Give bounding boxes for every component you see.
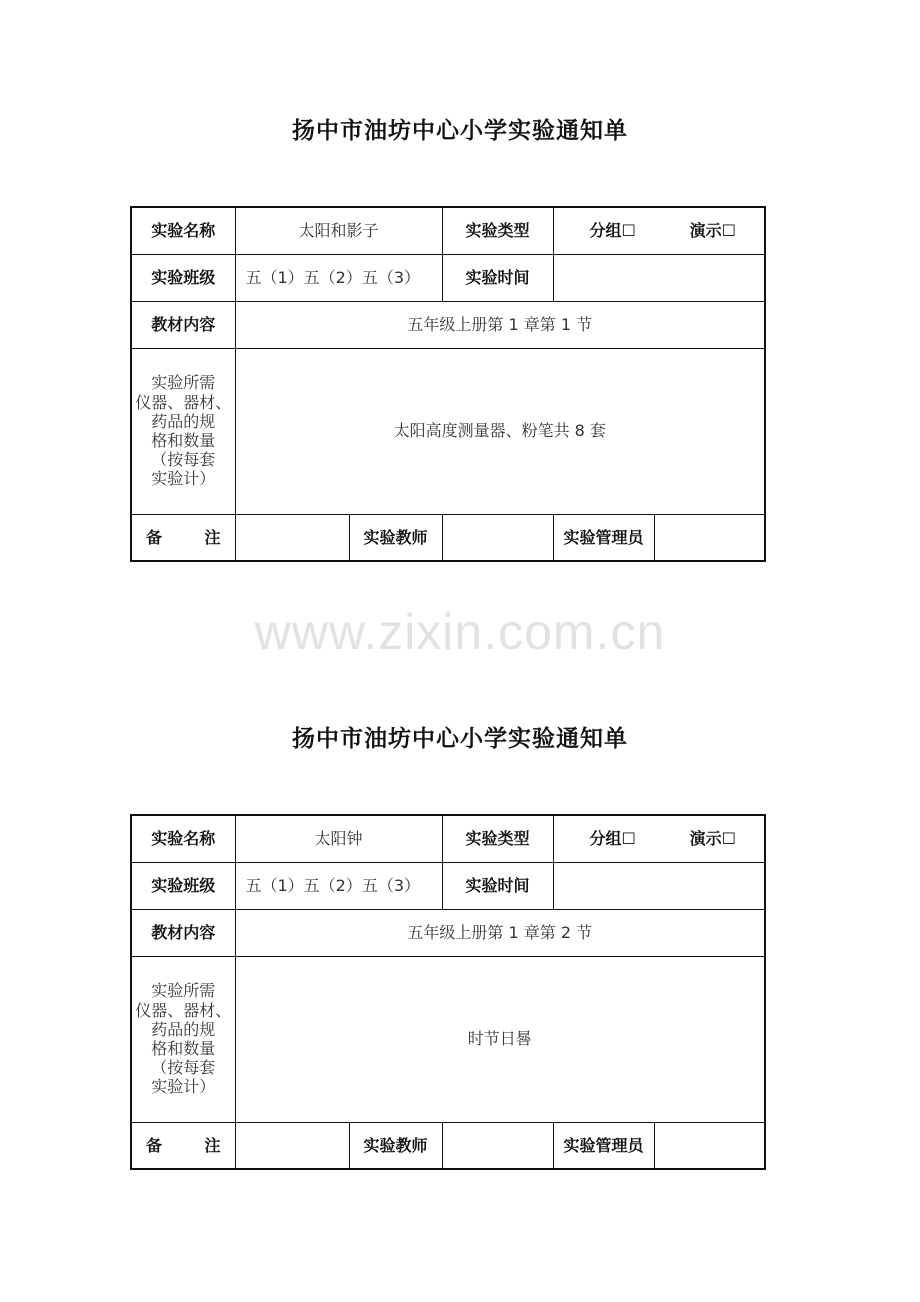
- remark-label: 备 注: [131, 514, 235, 561]
- teacher-label: 实验教师: [349, 514, 442, 561]
- experiment-class-label: 实验班级: [131, 862, 235, 909]
- experiment-time-value[interactable]: [553, 862, 765, 909]
- remark-value[interactable]: [235, 514, 349, 561]
- experiment-name-value: 太阳钟: [235, 815, 442, 862]
- textbook-content-label: 教材内容: [131, 909, 235, 956]
- experiment-name-label: 实验名称: [131, 815, 235, 862]
- teacher-value[interactable]: [442, 514, 553, 561]
- experiment-type-options: [553, 207, 765, 254]
- remark-label: 备 注: [131, 1122, 235, 1169]
- materials-needed-value: 时节日晷: [235, 956, 765, 1122]
- teacher-label: 实验教师: [349, 1122, 442, 1169]
- experiment-class-label: 实验班级: [131, 254, 235, 301]
- experiment-type-options: [553, 815, 765, 862]
- group-checkbox[interactable]: 分组☐: [589, 829, 636, 849]
- lab-manager-value[interactable]: [654, 1122, 765, 1169]
- demo-checkbox[interactable]: 演示☐: [689, 221, 737, 241]
- textbook-content-value: 五年级上册第 1 章第 1 节: [235, 301, 765, 348]
- remark-value[interactable]: [235, 1122, 349, 1169]
- experiment-time-label: 实验时间: [442, 254, 553, 301]
- notice-table: [130, 206, 766, 562]
- experiment-time-label: 实验时间: [442, 862, 553, 909]
- experiment-name-label: 实验名称: [131, 207, 235, 254]
- materials-needed-label: 实验所需 仪器、器材、 药品的规 格和数量 （按每套 实验计）: [131, 956, 235, 1122]
- experiment-name-value: 太阳和影子: [235, 207, 442, 254]
- experiment-time-value[interactable]: [553, 254, 765, 301]
- textbook-content-label: 教材内容: [131, 301, 235, 348]
- materials-needed-value: 太阳高度测量器、粉笔共 8 套: [235, 348, 765, 514]
- form-title: 扬中市油坊中心小学实验通知单: [292, 117, 628, 144]
- textbook-content-value: 五年级上册第 1 章第 2 节: [235, 909, 765, 956]
- experiment-class-value: 五（1）五（2）五（3）: [235, 862, 442, 909]
- lab-manager-label: 实验管理员: [553, 1122, 654, 1169]
- lab-manager-label: 实验管理员: [553, 514, 654, 561]
- form-title: 扬中市油坊中心小学实验通知单: [292, 725, 628, 752]
- lab-manager-value[interactable]: [654, 514, 765, 561]
- experiment-class-value: 五（1）五（2）五（3）: [235, 254, 442, 301]
- notice-table: [130, 814, 766, 1170]
- materials-needed-label: 实验所需 仪器、器材、 药品的规 格和数量 （按每套 实验计）: [131, 348, 235, 514]
- experiment-type-label: 实验类型: [442, 207, 553, 254]
- demo-checkbox[interactable]: 演示☐: [689, 829, 737, 849]
- experiment-type-label: 实验类型: [442, 815, 553, 862]
- watermark: www.zixin.com.cn: [254, 604, 666, 660]
- teacher-value[interactable]: [442, 1122, 553, 1169]
- group-checkbox[interactable]: 分组☐: [589, 221, 636, 241]
